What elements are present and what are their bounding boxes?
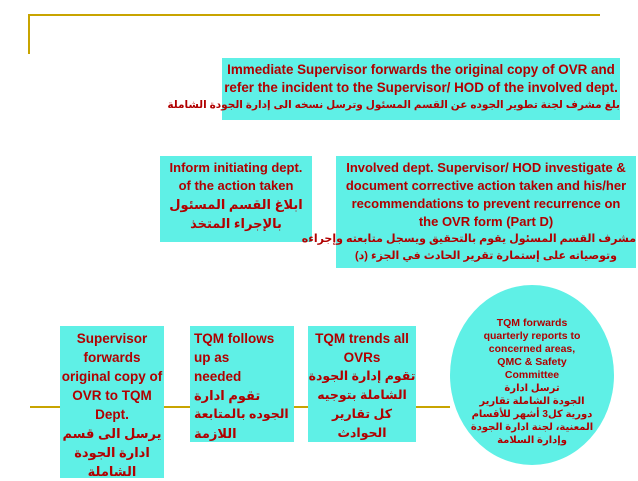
oval-arabic-5: وإدارة السلامة xyxy=(497,435,567,446)
top-box-line-2: refer the incident to the Supervisor/ HOD of the involved dept. xyxy=(224,80,618,95)
supervisor-forwards-ovr-box xyxy=(167,58,620,120)
tqm-trends-ovrs-box xyxy=(308,326,416,442)
top-box-arabic: بلغ مشرف لجنة تطوير الجوده عن القسم المسئول وترسل نسخه الى إدارة الجودة الشاملة xyxy=(167,99,620,111)
oval-arabic-4: المعنية، لجنة ادارة الجودة xyxy=(470,422,594,433)
inform-arabic-2: بالإجراء المتخذ xyxy=(190,216,282,231)
follows-line-3: needed xyxy=(194,369,242,384)
trends-arabic-2: الشاملة بتوجيه xyxy=(317,388,407,402)
frame-left-line xyxy=(28,14,30,54)
trends-arabic-1: تقوم إدارة الجودة xyxy=(308,369,416,383)
trends-line-2: OVRs xyxy=(343,350,381,365)
supervisor-line-2: forwards xyxy=(83,350,141,365)
trends-line-1: TQM trends all xyxy=(315,331,409,346)
involved-line-1: Involved dept. Supervisor/ HOD investigate & xyxy=(346,160,626,175)
oval-line-4: QMC & Safety xyxy=(497,356,567,368)
follows-arabic-2: الجوده بالمتابعة xyxy=(194,407,289,421)
oval-line-1: TQM forwards xyxy=(496,317,568,329)
supervisor-line-5: Dept. xyxy=(95,407,129,422)
follows-arabic-1: تقوم ادارة xyxy=(194,388,261,403)
supervisor-arabic-2: ادارة الجودة xyxy=(74,445,150,460)
frame-top-line xyxy=(28,14,600,16)
oval-arabic-2: الجودة الشاملة تقارير xyxy=(479,396,585,407)
inform-initiating-dept-box xyxy=(160,156,312,242)
supervisor-arabic-3: الشاملة xyxy=(87,464,137,479)
supervisor-line-4: OVR to TQM xyxy=(72,388,152,403)
inform-arabic-1: ابلاغ القسم المسئول xyxy=(169,197,303,212)
follows-line-2: up as xyxy=(194,350,230,365)
involved-arabic-1: مشرف القسم المسئول يقوم بالتحقيق ويسجل متابعته وإجراءه xyxy=(301,233,636,245)
involved-line-2: document corrective action taken and his/her xyxy=(345,178,627,193)
supervisor-line-1: Supervisor xyxy=(76,331,148,346)
top-box-line-1: Immediate Supervisor forwards the original copy of OVR and xyxy=(227,62,615,77)
involved-dept-investigate-box xyxy=(301,156,636,268)
supervisor-arabic-1: يرسل الى قسم xyxy=(62,426,162,441)
tqm-quarterly-reports-oval xyxy=(450,285,614,465)
involved-arabic-2: وتوصياته على إستمارة تقرير الحادث في الجزء (د) xyxy=(355,250,617,262)
inform-line-1: Inform initiating dept. xyxy=(169,160,303,175)
follows-line-1: TQM follows xyxy=(194,331,275,346)
supervisor-line-3: original copy of xyxy=(61,369,163,384)
oval-arabic-1: ترسل ادارة xyxy=(504,383,560,394)
trends-arabic-4: الحوادث xyxy=(337,426,387,440)
oval-line-2: quarterly reports to xyxy=(483,330,581,342)
involved-line-3: recommendations to prevent recurrence on xyxy=(351,196,621,211)
tqm-follows-up-box xyxy=(190,326,294,442)
involved-line-4: the OVR form (Part D) xyxy=(418,214,554,229)
supervisor-forwards-to-tqm-box xyxy=(60,326,164,478)
oval-line-3: concerned areas, xyxy=(488,343,576,355)
follows-arabic-3: اللازمة xyxy=(194,426,237,441)
oval-arabic-3: دورية كل3 أشهر للأقسام xyxy=(471,409,593,420)
inform-line-2: of the action taken xyxy=(178,178,294,193)
oval-line-5: Committee xyxy=(504,369,560,381)
trends-arabic-3: كل تقارير xyxy=(332,407,392,421)
